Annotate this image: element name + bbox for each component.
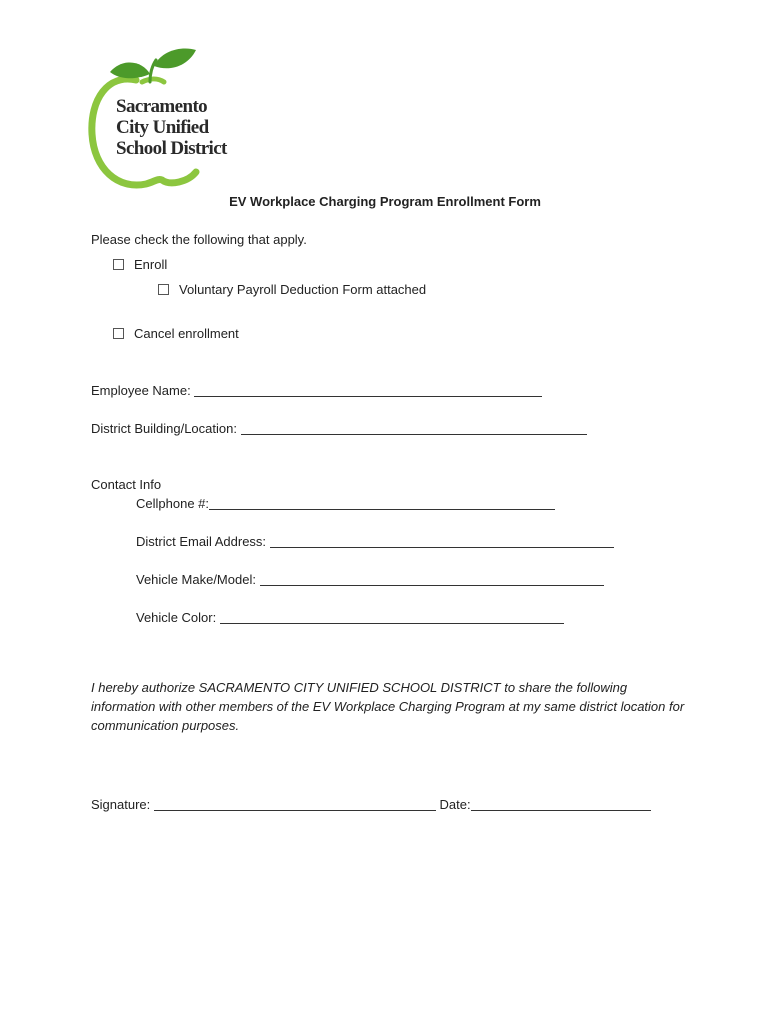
email-field[interactable] <box>270 535 614 548</box>
logo-line-2: City Unified <box>116 117 209 138</box>
logo-text <box>116 96 227 159</box>
logo-line-3: School District <box>116 138 227 159</box>
form-title: EV Workplace Charging Program Enrollment Form <box>229 194 541 209</box>
building-field[interactable] <box>241 422 587 435</box>
option-enroll[interactable] <box>113 257 167 272</box>
vehicle-color-row <box>136 610 564 625</box>
employee-name-row <box>91 383 542 398</box>
payroll-label: Voluntary Payroll Deduction Form attached <box>179 282 427 297</box>
email-label: District Email Address: <box>136 534 267 549</box>
vehicle-make-field[interactable] <box>260 573 604 586</box>
payroll-checkbox[interactable] <box>158 284 169 295</box>
logo-line-1: Sacramento <box>116 96 208 117</box>
employee-name-field[interactable] <box>194 384 542 397</box>
instruction-text: Please check the following that apply. <box>91 232 307 247</box>
vehicle-color-label: Vehicle Color: <box>136 610 217 625</box>
building-label: District Building/Location: <box>91 421 237 436</box>
cancel-checkbox[interactable] <box>113 328 124 339</box>
employee-name-label: Employee Name: <box>91 383 191 398</box>
consent-text: I hereby authorize SACRAMENTO CITY UNIFIED SCHOOL DISTRICT to share the following information with other members of the EV Workplace Charging Program at my same district location for communication purposes. <box>91 680 685 733</box>
option-cancel[interactable] <box>113 326 239 341</box>
signature-row <box>91 797 651 812</box>
district-logo <box>88 44 228 192</box>
contact-info-heading: Contact Info <box>91 477 162 492</box>
vehicle-color-field[interactable] <box>220 611 564 624</box>
cellphone-field[interactable] <box>209 497 555 510</box>
cellphone-row <box>136 496 555 511</box>
building-row <box>91 421 587 436</box>
email-row <box>136 534 614 549</box>
cancel-label: Cancel enrollment <box>134 326 239 341</box>
cellphone-label: Cellphone #: <box>136 496 209 511</box>
date-label: Date: <box>439 797 471 812</box>
option-payroll[interactable] <box>158 282 426 297</box>
signature-label: Signature: <box>91 797 151 812</box>
vehicle-make-row <box>136 572 604 587</box>
enroll-label: Enroll <box>134 257 168 272</box>
vehicle-make-label: Vehicle Make/Model: <box>136 572 256 587</box>
date-field[interactable] <box>471 798 651 811</box>
enroll-checkbox[interactable] <box>113 259 124 270</box>
signature-field[interactable] <box>154 798 436 811</box>
